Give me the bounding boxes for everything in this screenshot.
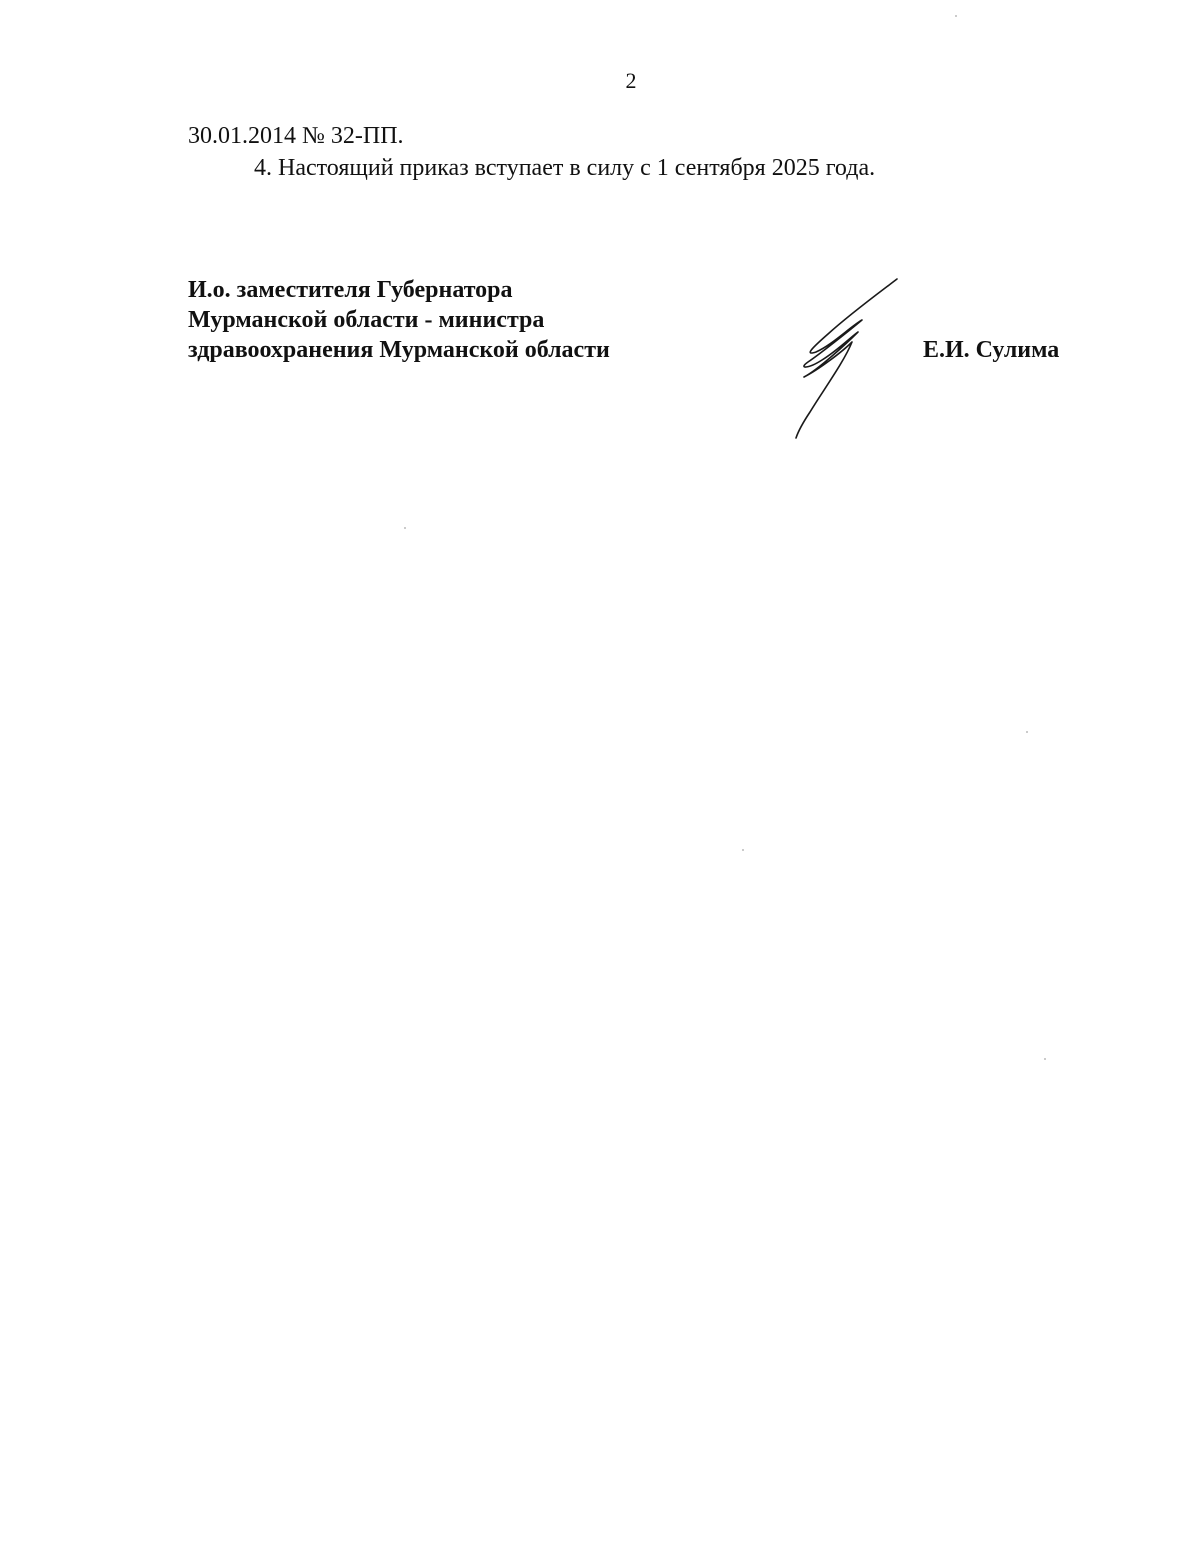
- signatory-title-line-1: И.о. заместителя Губернатора: [188, 277, 513, 303]
- scan-speck: [1044, 1058, 1046, 1060]
- scan-speck: [742, 849, 744, 851]
- scan-speck: [955, 15, 957, 17]
- body-line-reference: 30.01.2014 № 32-ПП.: [188, 123, 404, 149]
- body-paragraph-effective-date: 4. Настоящий приказ вступает в силу с 1 сентября 2025 года.: [254, 155, 876, 181]
- page-number: 2: [625, 68, 637, 93]
- handwritten-signature: [790, 272, 910, 442]
- document-body: [188, 120, 1088, 184]
- scan-speck: [1026, 731, 1028, 733]
- signer-name: Е.И. Сулима: [923, 337, 1060, 363]
- signatory-title-line-3: здравоохранения Мурманской области: [188, 337, 610, 363]
- scan-speck: [404, 527, 406, 529]
- signatory-title: [188, 275, 610, 365]
- signatory-title-line-2: Мурманской области - министра: [188, 307, 545, 333]
